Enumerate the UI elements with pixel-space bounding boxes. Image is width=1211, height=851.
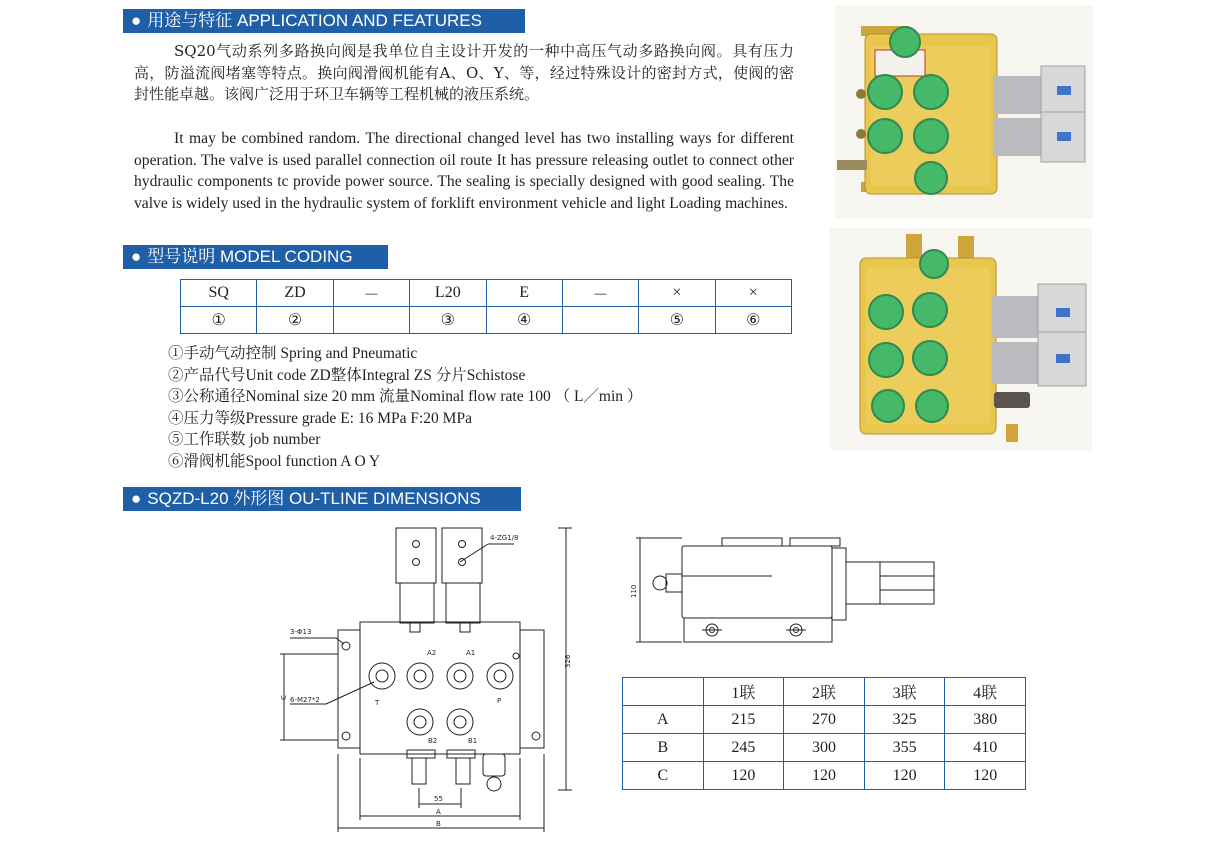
table-row	[181, 280, 792, 307]
code-cell: ZD	[257, 280, 333, 307]
code-cell: ×	[639, 280, 715, 307]
table-row	[623, 706, 1026, 734]
drawing-label: P	[497, 697, 502, 705]
table-row	[181, 307, 792, 334]
table-cell: 270	[784, 706, 865, 734]
table-header-cell: 1联	[703, 678, 784, 706]
section-title: SQZD-L20 外形图 OU-TLINE DIMENSIONS	[147, 489, 481, 508]
note-line: ①手动气动控制 Spring and Pneumatic	[168, 345, 418, 362]
note-line: ⑥滑阀机能Spool function A O Y	[168, 452, 381, 470]
mark-cell: ④	[486, 307, 562, 334]
bullet: ●	[131, 247, 142, 266]
table-cell: 245	[703, 734, 784, 762]
section-header-model	[123, 245, 388, 269]
drawing-label: 110	[630, 584, 638, 598]
table-cell: 215	[703, 706, 784, 734]
table-cell: 300	[784, 734, 865, 762]
note-line: ②产品代号Unit code ZD整体Integral ZS 分片Schistose	[168, 366, 526, 384]
drawing-label: C	[280, 695, 288, 700]
section-title: 型号说明 MODEL CODING	[147, 247, 353, 266]
mark-cell: ⑥	[715, 307, 791, 334]
dimensions-table	[622, 677, 1026, 790]
table-cell: 120	[864, 762, 945, 790]
table-cell: B	[623, 734, 704, 762]
table-cell: 410	[945, 734, 1026, 762]
section-title: 用途与特征 APPLICATION AND FEATURES	[147, 11, 482, 30]
drawing-label: B2	[428, 737, 438, 745]
code-cell: E	[486, 280, 562, 307]
table-row	[623, 678, 1026, 706]
drawing-label: T	[375, 699, 380, 707]
bullet: ●	[131, 11, 142, 30]
note-line: ③公称通径Nominal size 20 mm 流量Nominal flow rate 100 （ L／min ）	[168, 388, 643, 406]
intro-english	[134, 128, 794, 214]
table-cell: A	[623, 706, 704, 734]
note-line: ④压力等级Pressure grade E: 16 MPa F:20 MPa	[168, 409, 472, 427]
mark-cell	[333, 307, 409, 334]
outline-drawing-side	[622, 530, 942, 650]
drawing-label: 326	[564, 654, 572, 668]
model-coding-table	[180, 279, 792, 334]
section-header-outline	[123, 487, 521, 511]
table-header-cell: 4联	[945, 678, 1026, 706]
drawing-label: A	[436, 808, 441, 816]
section-header-application	[123, 9, 525, 33]
drawing-label: B1	[468, 737, 478, 745]
intro-english-text: It may be combined random. The directional changed level has two installing ways for different operation. The valve is used parallel connection oil route It has pressure releasing outlet to connect other hydraulic components tc provide power source. The sealing is specially designed with good sealing. The valve is widely used in the hydraulic system of forklift environment vehicle and light Loading machines.	[134, 130, 794, 212]
intro-chinese-text: SQ20气动系列多路换向阀是我单位自主设计开发的一种中高压气动多路换向阀。具有压力高，防溢流阀堵塞等特点。换向阀滑阀机能有A、O、Y、等，经过特殊设计的密封方式，使阀的密封性能卓越。该阀广泛用于环卫车辆等工程机械的液压系统。	[134, 42, 794, 104]
outline-drawing-front	[270, 518, 590, 838]
table-cell: 355	[864, 734, 945, 762]
intro-chinese	[134, 41, 794, 106]
table-cell: 325	[864, 706, 945, 734]
mark-cell: ⑤	[639, 307, 715, 334]
table-header-cell: 2联	[784, 678, 865, 706]
drawing-label: 3-Φ13	[290, 628, 312, 636]
code-cell: L20	[410, 280, 486, 307]
drawing-label: 55	[434, 795, 443, 803]
drawing-label: A2	[427, 649, 437, 657]
table-cell: C	[623, 762, 704, 790]
mark-cell: ①	[181, 307, 257, 334]
code-cell: ×	[715, 280, 791, 307]
valve-photo-bottom	[830, 228, 1092, 450]
table-row	[623, 762, 1026, 790]
table-cell: 380	[945, 706, 1026, 734]
code-cell: SQ	[181, 280, 257, 307]
code-cell: －	[333, 280, 409, 307]
table-row	[623, 734, 1026, 762]
drawing-label: B	[436, 820, 441, 828]
mark-cell: ②	[257, 307, 333, 334]
bullet: ●	[131, 489, 142, 508]
table-header-cell: 3联	[864, 678, 945, 706]
code-cell: －	[562, 280, 638, 307]
valve-photo-top	[835, 6, 1093, 218]
mark-cell: ③	[410, 307, 486, 334]
table-cell: 120	[784, 762, 865, 790]
table-header-cell	[623, 678, 704, 706]
note-line: ⑤工作联数 job number	[168, 431, 321, 449]
coding-notes	[168, 343, 642, 473]
drawing-label: 4-ZG1/8	[490, 534, 519, 542]
drawing-label: 6-M27*2	[290, 696, 320, 704]
table-cell: 120	[703, 762, 784, 790]
mark-cell	[562, 307, 638, 334]
drawing-label: A1	[466, 649, 476, 657]
table-cell: 120	[945, 762, 1026, 790]
